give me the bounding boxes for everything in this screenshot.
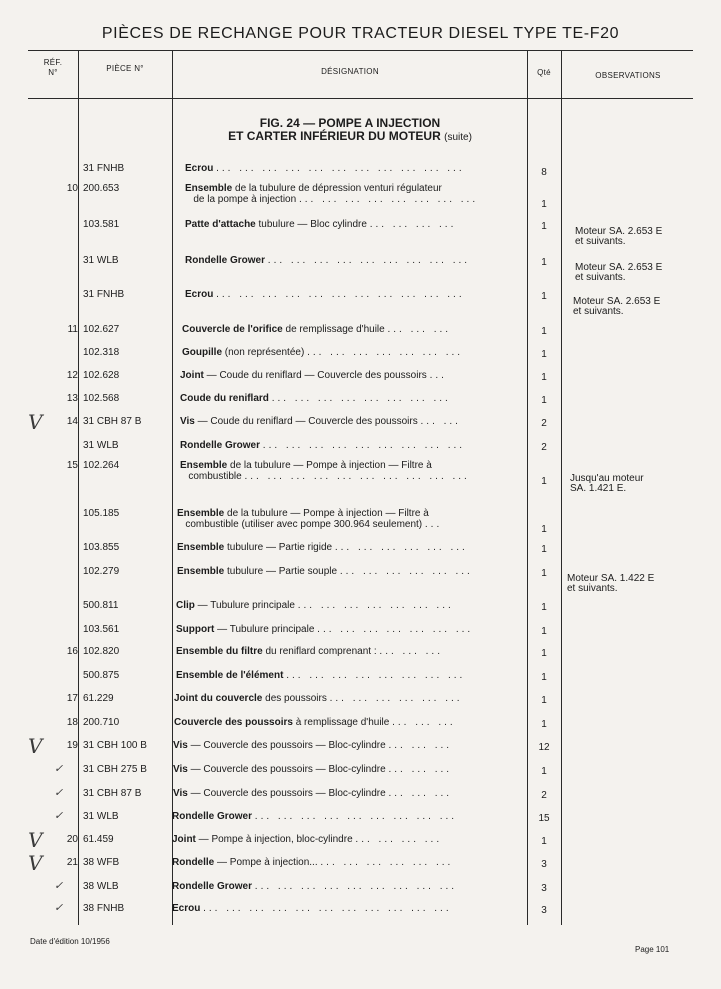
designation	[172, 811, 520, 822]
designation-line2: de la pompe à injection	[185, 194, 299, 205]
page-title: PIÈCES DE RECHANGE POUR TRACTEUR DIESEL TYPE TE-F20	[101, 25, 620, 42]
ref-number: 13	[66, 393, 78, 404]
designation-text: — Pompe à injection...	[214, 857, 318, 868]
header-designation: DÉSIGNATION	[321, 67, 379, 76]
designation-text: tubulure — Partie rigide	[224, 542, 333, 553]
designation-bold: Ensemble	[177, 508, 225, 519]
leader-dots: ... ... ... ... ... ... ... ... ...	[254, 881, 458, 892]
designation-line2: combustible (utiliser avec pompe 300.964 seulement)	[177, 519, 425, 530]
leader-dots: ... ... ... ... ... ...	[334, 542, 468, 553]
part-number: 102.279	[83, 566, 120, 577]
designation-text: tubulure — Bloc cylindre	[255, 219, 367, 230]
designation-bold: Ensemble	[180, 460, 228, 471]
quantity: 1	[541, 648, 547, 659]
designation	[185, 219, 533, 230]
part-number: 500.875	[83, 670, 120, 681]
designation-text: à remplissage d'huile	[292, 717, 390, 728]
ref-number: 16	[66, 646, 78, 657]
part-number: 38 WFB	[83, 857, 120, 868]
ref-number: 20	[66, 834, 78, 845]
part-number: 102.264	[83, 460, 120, 471]
quantity: 2	[541, 418, 547, 429]
leader-dots: ... ... ... ... ... ... ...	[307, 347, 464, 358]
designation-bold: Vis	[173, 788, 188, 799]
part-number: 102.318	[83, 347, 120, 358]
leader-dots: ... ... ... ... ... ... ... ... ... ...	[244, 471, 470, 482]
designation-bold: Joint	[172, 834, 196, 845]
designation-text: — Couvercle des poussoirs — Bloc-cylindre	[187, 764, 386, 775]
designation-bold: Ensemble	[177, 542, 225, 553]
quantity: 15	[538, 813, 550, 824]
designation-text: — Tubulure principale	[194, 600, 295, 611]
part-number: 200.710	[83, 717, 120, 728]
designation	[172, 834, 520, 845]
designation-line2: combustible	[180, 471, 245, 482]
leader-dots: ... ... ... ... ... ...	[339, 566, 473, 577]
designation-bold: Vis	[180, 416, 195, 427]
leader-dots: ... ... ... ... ... ... ...	[297, 600, 454, 611]
observation-line2: SA. 1.421 E.	[570, 483, 627, 494]
edition-date: Date d'édition 10/1956	[30, 937, 110, 946]
designation-bold: Ecrou	[185, 289, 214, 300]
leader-dots: ...	[429, 370, 447, 381]
observation	[573, 297, 698, 317]
leader-dots: ... ... ...	[392, 717, 456, 728]
designation	[173, 740, 521, 751]
designation	[176, 646, 524, 657]
designation-text: de la tubulure — Pompe à injection — Filtre à	[224, 508, 429, 519]
designation	[185, 255, 533, 266]
check-mark: ✓	[54, 901, 64, 914]
designation-text: — Tubulure principale	[214, 624, 315, 635]
check-mark: V	[28, 828, 43, 852]
designation-bold: Ecrou	[172, 903, 201, 914]
designation	[177, 542, 525, 553]
header-bottom-rule	[28, 98, 693, 99]
part-number: 102.568	[83, 393, 120, 404]
part-number: 31 FNHB	[83, 289, 125, 300]
ref-number: 12	[66, 370, 78, 381]
designation-text: — Couvercle des poussoirs — Bloc-cylindre	[187, 740, 386, 751]
designation-bold: Couvercle de l'orifice	[182, 324, 283, 335]
designation-text: tubulure — Partie souple	[224, 566, 338, 577]
quantity: 1	[541, 672, 547, 683]
designation-text: (non représentée)	[222, 347, 305, 358]
designation-bold: Clip	[176, 600, 195, 611]
quantity: 1	[541, 349, 547, 360]
leader-dots: ... ... ...	[387, 324, 452, 335]
figure-line2: ET CARTER INFÉRIEUR DU MOTEUR	[228, 129, 441, 143]
part-number: 102.627	[83, 324, 120, 335]
ref-number: 17	[66, 693, 78, 704]
observation-line2: et suivants.	[567, 583, 618, 594]
quantity: 1	[541, 602, 547, 613]
observation	[567, 574, 692, 594]
part-number: 31 CBH 100 B	[83, 740, 147, 751]
ref-number: 18	[66, 717, 78, 728]
designation	[173, 788, 521, 799]
part-number: 31 WLB	[83, 440, 119, 451]
designation	[172, 903, 520, 914]
leader-dots: ... ... ... ... ... ...	[320, 857, 454, 868]
designation-bold: Rondelle Grower	[172, 811, 253, 822]
quantity: 1	[541, 326, 547, 337]
designation	[180, 393, 528, 404]
designation	[172, 857, 520, 868]
quantity: 1	[541, 221, 547, 232]
leader-dots: ... ... ...	[379, 646, 443, 657]
designation	[176, 600, 524, 611]
leader-dots: ... ... ...	[388, 740, 453, 751]
designation-bold: Rondelle Grower	[180, 440, 261, 451]
designation-bold: Couvercle des poussoirs	[174, 717, 293, 728]
part-number: 38 WLB	[83, 881, 119, 892]
designation	[174, 693, 522, 704]
quantity: 3	[541, 883, 547, 894]
observation	[575, 227, 700, 247]
header-observations: OBSERVATIONS	[595, 71, 661, 80]
designation-bold: Vis	[173, 764, 188, 775]
quantity: 1	[541, 719, 547, 730]
designation-text: — Couvercle des poussoirs — Bloc-cylindre	[187, 788, 386, 799]
part-number: 103.581	[83, 219, 120, 230]
observation-line1: Moteur SA. 2.653 E	[575, 262, 663, 273]
designation-bold: Ecrou	[185, 163, 214, 174]
quantity: 1	[541, 695, 547, 706]
leader-dots: ... ... ... ... ... ... ... ... ...	[254, 811, 458, 822]
observation	[570, 474, 695, 494]
table-top-rule	[28, 50, 693, 51]
ref-number: 21	[66, 857, 78, 868]
ref-number: 10	[66, 183, 78, 194]
part-number: 61.229	[83, 693, 114, 704]
designation-bold: Ensemble	[177, 566, 225, 577]
part-number: 500.811	[83, 600, 119, 611]
header-qty: Qté	[537, 68, 551, 77]
part-number: 31 CBH 87 B	[83, 416, 142, 427]
check-mark: V	[28, 410, 43, 434]
designation	[185, 183, 533, 205]
part-number: 102.820	[83, 646, 120, 657]
designation	[180, 440, 528, 451]
leader-dots: ...	[424, 519, 443, 530]
designation	[180, 460, 528, 482]
designation-bold: Rondelle Grower	[185, 255, 266, 266]
part-number: 31 CBH 275 B	[83, 764, 147, 775]
quantity: 1	[541, 524, 547, 535]
col-divider-qty	[561, 50, 562, 925]
designation-bold: Ensemble	[185, 183, 233, 194]
quantity: 1	[541, 476, 547, 487]
check-mark: ✓	[54, 762, 64, 775]
designation-text: — Coude du reniflard — Couvercle des poussoirs	[203, 370, 427, 381]
designation-bold: Rondelle Grower	[172, 881, 253, 892]
designation-bold: Coude du reniflard	[180, 393, 269, 404]
page-number: Page 101	[635, 945, 670, 954]
leader-dots: ... ... ... ... ... ... ... ... ... ... ...	[216, 163, 465, 174]
quantity: 1	[541, 291, 547, 302]
ref-number: 11	[67, 324, 78, 335]
designation	[185, 289, 533, 300]
designation-bold: Patte d'attache	[185, 219, 256, 230]
part-number: 200.653	[83, 183, 120, 194]
designation-bold: Goupille	[182, 347, 222, 358]
leader-dots: ... ... ... ... ... ... ... ... ...	[262, 440, 466, 451]
part-number: 105.185	[83, 508, 120, 519]
designation-bold: Rondelle	[172, 857, 215, 868]
designation-bold: Ensemble de l'élément	[176, 670, 284, 681]
quantity: 1	[541, 257, 547, 268]
figure-suite: (suite)	[444, 132, 472, 143]
part-number: 31 CBH 87 B	[83, 788, 142, 799]
designation-bold: Joint du couvercle	[174, 693, 263, 704]
part-number: 38 FNHB	[83, 903, 125, 914]
header-ref: RÉF. N°	[43, 58, 63, 77]
designation	[177, 566, 525, 577]
observation-line2: et suivants.	[575, 272, 626, 283]
designation-bold: Support	[176, 624, 215, 635]
quantity: 1	[541, 836, 547, 847]
designation	[185, 163, 533, 174]
quantity: 3	[541, 905, 547, 916]
quantity: 8	[541, 167, 547, 178]
col-divider-ref	[78, 50, 79, 925]
designation-bold: Vis	[173, 740, 188, 751]
designation	[180, 416, 528, 427]
check-mark: V	[28, 734, 43, 758]
quantity: 1	[541, 372, 547, 383]
designation	[176, 624, 524, 635]
leader-dots: ... ... ...	[388, 764, 453, 775]
designation-text: des poussoirs	[262, 693, 327, 704]
figure-line1: FIG. 24 — POMPE A INJECTION	[259, 116, 441, 130]
check-mark: ✓	[54, 809, 64, 822]
designation	[173, 764, 521, 775]
check-mark: ✓	[54, 879, 64, 892]
leader-dots: ... ...	[420, 416, 461, 427]
leader-dots: ... ... ... ... ... ... ... ...	[298, 194, 479, 205]
quantity: 1	[541, 626, 547, 637]
observation-line1: Moteur SA. 1.422 E	[567, 573, 655, 584]
leader-dots: ... ... ... ... ... ... ... ...	[286, 670, 466, 681]
leader-dots: ... ... ... ... ... ... ... ... ... ... ...	[203, 903, 452, 914]
observation-line1: Moteur SA. 2.653 E	[575, 226, 663, 237]
leader-dots: ... ... ... ... ... ... ... ... ...	[267, 255, 471, 266]
quantity: 1	[541, 568, 547, 579]
figure-heading	[175, 117, 525, 144]
designation-bold: Ensemble du filtre	[176, 646, 263, 657]
part-number: 31 WLB	[83, 811, 119, 822]
designation-text: — Coude du reniflard — Couvercle des poussoirs	[194, 416, 418, 427]
designation-text: du reniflard comprenant :	[262, 646, 377, 657]
designation	[176, 670, 524, 681]
observation-line2: et suivants.	[575, 236, 626, 247]
observation-line2: et suivants.	[573, 306, 624, 317]
designation	[182, 347, 530, 358]
part-number: 102.628	[83, 370, 120, 381]
part-number: 61.459	[83, 834, 114, 845]
designation-bold: Joint	[180, 370, 204, 381]
leader-dots: ... ... ... ...	[355, 834, 443, 845]
designation-text: de la tubulure — Pompe à injection — Filtre à	[227, 460, 432, 471]
leader-dots: ... ... ... ... ... ... ... ...	[271, 393, 451, 404]
check-mark: V	[28, 851, 43, 875]
quantity: 2	[541, 442, 547, 453]
leader-dots: ... ... ... ... ... ... ... ... ... ... ...	[216, 289, 465, 300]
quantity: 12	[538, 742, 550, 753]
designation-text: — Pompe à injection, bloc-cylindre	[195, 834, 353, 845]
check-mark: ✓	[54, 786, 64, 799]
quantity: 1	[541, 544, 547, 555]
quantity: 1	[541, 766, 547, 777]
observation-line1: Jusqu'au moteur	[570, 473, 644, 484]
designation	[182, 324, 530, 335]
designation	[174, 717, 522, 728]
part-number: 31 FNHB	[83, 163, 125, 174]
ref-number: 15	[66, 460, 78, 471]
observation-line1: Moteur SA. 2.653 E	[573, 296, 661, 307]
leader-dots: ... ... ... ... ... ... ...	[317, 624, 474, 635]
leader-dots: ... ... ...	[388, 788, 453, 799]
part-number: 31 WLB	[83, 255, 119, 266]
observation	[575, 263, 700, 283]
quantity: 2	[541, 790, 547, 801]
header-piece: PIÈCE N°	[106, 64, 144, 73]
part-number: 103.561	[83, 624, 120, 635]
quantity: 1	[541, 395, 547, 406]
ref-number: 14	[66, 416, 78, 427]
designation	[177, 508, 525, 530]
leader-dots: ... ... ... ...	[369, 219, 457, 230]
designation	[172, 881, 520, 892]
quantity: 1	[541, 199, 547, 210]
designation-text: de remplissage d'huile	[282, 324, 385, 335]
designation	[180, 370, 528, 381]
quantity: 3	[541, 859, 547, 870]
part-number: 103.855	[83, 542, 120, 553]
leader-dots: ... ... ... ... ... ...	[329, 693, 463, 704]
designation-text: de la tubulure de dépression venturi régulateur	[232, 183, 442, 194]
ref-number: 19	[66, 740, 78, 751]
